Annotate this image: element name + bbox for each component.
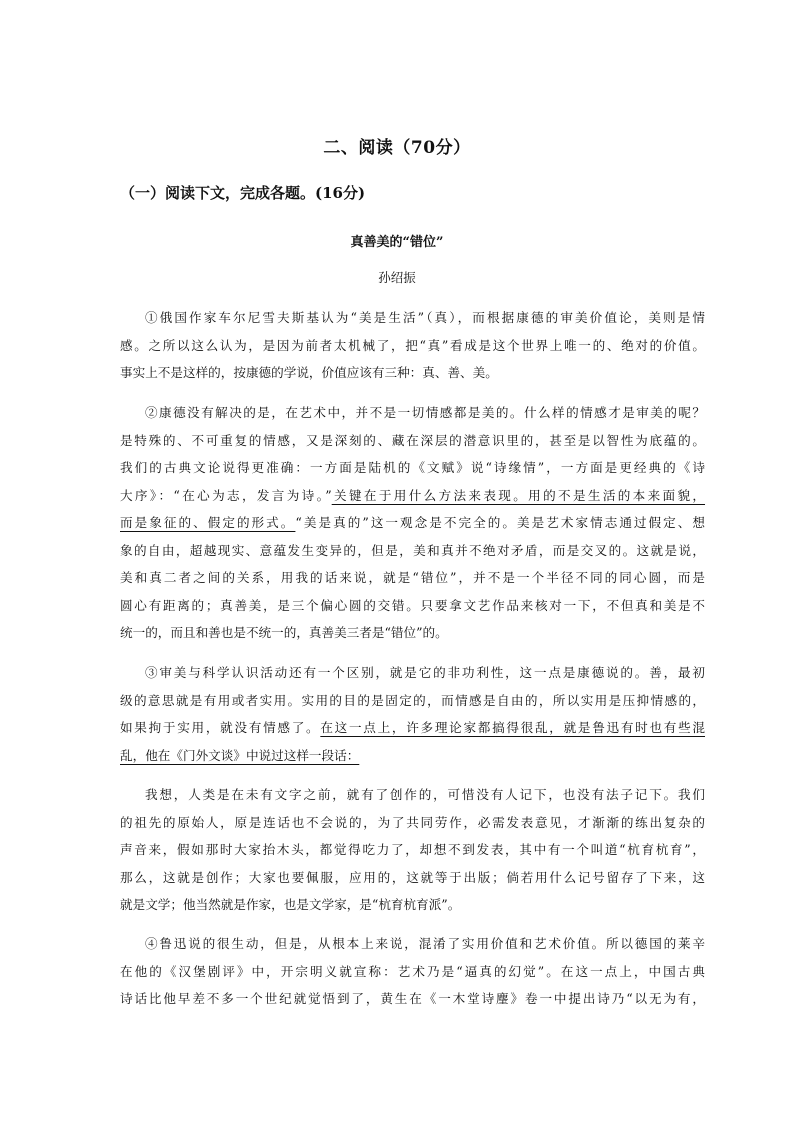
underlined-passage: 关键在于用什么方法来表现。用的不是生活的本来面貌， [331, 487, 706, 503]
paragraph-line: 感。之所以这么认为，是因为前者太机械了，把“真”看成是这个世界上唯一的、绝对的价值。 [120, 337, 705, 353]
paragraph-line: 声音来，假如那时大家抬木头，都觉得吃力了，却想不到发表，其中有一个叫道“杭育杭育”， [120, 842, 705, 857]
paragraph-line [120, 742, 705, 770]
paragraph-2 [120, 399, 705, 647]
paragraph-line: 是特殊的、不可重复的情感，又是深刻的、藏在深层的潜意识里的，甚至是以智性为底蕴的。 [120, 432, 705, 448]
paragraph-line [120, 482, 705, 510]
article-title: 真善美的“错位” [350, 235, 444, 250]
underlined-passage: 而是象征的、假定的形式。 [120, 515, 296, 530]
paragraph-4 [120, 930, 705, 1013]
line-segment: 如果拘于实用，就没有情感了。 [120, 720, 321, 735]
paragraph-1 [120, 304, 705, 387]
paragraph-3 [120, 659, 705, 769]
subsection-heading: （一）阅读下文，完成各题。(16分) [120, 184, 366, 202]
paragraph-line [120, 714, 705, 742]
line-segment: “美是真的”这一观念是不完全的。美是艺术家情志通过假定、想 [295, 515, 705, 530]
section-heading: 二、阅读（70分） [323, 138, 471, 158]
line-segment: 大序》：“在心为志，发言为诗。” [120, 487, 332, 503]
paragraph-line: 在他的《汉堡剧评》中，开宗明义就宣称：艺术乃是“逼真的幻觉”。在这一点上，中国古典 [120, 963, 705, 979]
quoted-passage [120, 781, 705, 919]
paragraph-line: ③审美与科学认识活动还有一个区别，就是它的非功利性，这一点是康德说的。善，最初 [145, 665, 705, 680]
article-author: 孙绍振 [378, 270, 416, 285]
paragraph-line: 就是文学；他当然就是作家，也是文学家，是“杭育杭育派”。 [120, 897, 461, 912]
paragraph-line: 的祖先的原始人，原是连话也不会说的，为了共同劳作，必需发表意见，才渐渐的练出复杂的 [120, 814, 705, 830]
paragraph-line: 级的意思就是有用或者实用。实用的目的是固定的，而情感是自由的，所以实用是压抑情感的， [120, 692, 705, 708]
underlined-passage: 乱，他在《门外文谈》中说过这样一段话： [120, 747, 360, 763]
paragraph-line: 事实上不是这样的，按康德的学说，价值应该有三种：真、善、美。 [120, 365, 498, 380]
paragraph-line: 那么，这就是创作；大家也要佩服，应用的，这就等于出版；倘若用什么记号留存了下来，这 [120, 869, 705, 885]
underlined-passage: 在这一点上，许多理论家都搞得很乱，就是鲁迅有时也有些混 [320, 720, 706, 735]
paragraph-line: 美和真二者之间的关系，用我的话来说，就是“错位”，并不是一个半径不同的同心圆，而是 [120, 570, 705, 585]
paragraph-line: 我们的古典文论说得更准确：一方面是陆机的《文赋》说“诗缘情”，一方面是更经典的《诗 [120, 460, 705, 475]
paragraph-line: 圆心有距离的；真善美，是三个偏心圆的交错。只要拿文艺作品来核对一下，不但真和美是不 [120, 597, 705, 613]
paragraph-line: ④鲁迅说的很生动，但是，从根本上来说，混淆了实用价值和艺术价值。所以德国的莱辛 [145, 936, 705, 951]
paragraph-line: 我想，人类是在未有文字之前，就有了创作的，可惜没有人记下，也没有法子记下。我们 [145, 787, 705, 802]
paragraph-line [120, 509, 705, 537]
paragraph-line: ①俄国作家车尔尼雪夫斯基认为“美是生活”（真），而根据康德的审美价值论，美则是情 [145, 310, 705, 325]
paragraph-line: 统一的，而且和善也是不统一的，真善美三者是“错位”的。 [120, 625, 448, 640]
paragraph-line: 诗话比他早差不多一个世纪就觉悟到了，黄生在《一木堂诗麈》卷一中提出诗乃“以无为有， [120, 991, 705, 1006]
paragraph-line: 象的自由，超越现实、意蕴发生变异的，但是，美和真并不绝对矛盾，而是交叉的。这就是说， [120, 542, 705, 558]
paragraph-line: ②康德没有解决的是，在艺术中，并不是一切情感都是美的。什么样的情感才是审美的呢？ [145, 405, 705, 420]
